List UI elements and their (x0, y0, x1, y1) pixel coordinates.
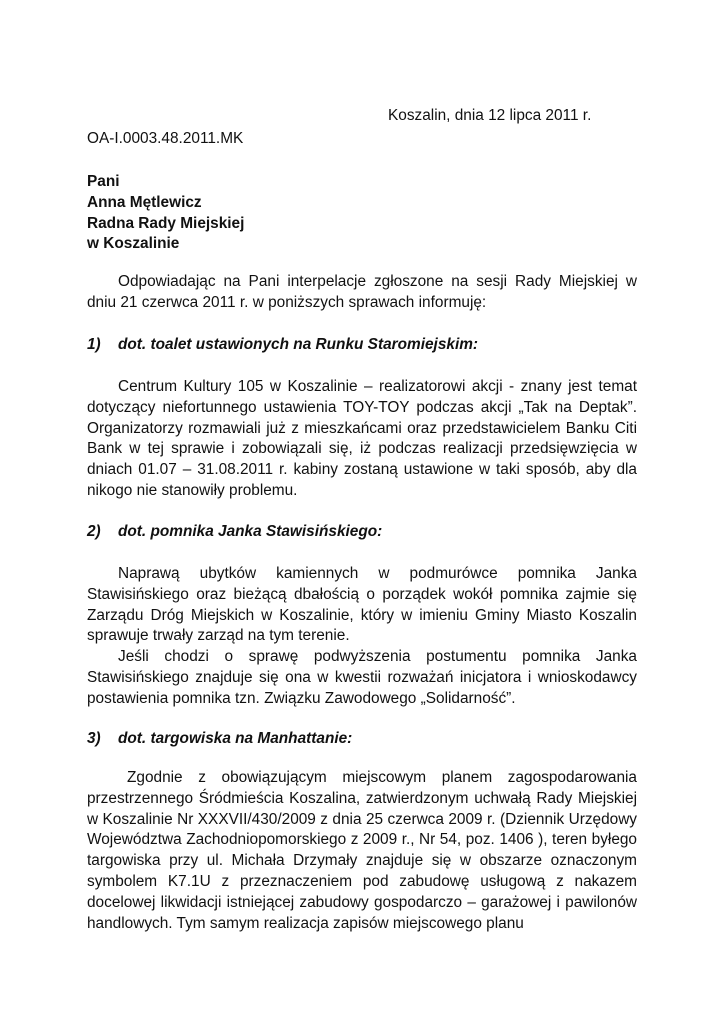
addressee-role: Radna Rady Miejskiej (87, 214, 245, 232)
intro-paragraph (87, 272, 637, 314)
section-3-title: dot. targowiska na Manhattanie: (118, 730, 353, 747)
section-1-paragraph-1: Centrum Kultury 105 w Koszalinie – realizatorowi akcji - znany jest temat dotyczący niefortunnego ustawienia TOY-TOY podczas akcji „Tak na Deptak”. Organizatorzy rozmawiali już z mieszkańcami oraz przedstawicielem Banku Citi Bank w tej sprawie i zobowiązali się, iż podczas realizacji przedsięwzięcia w dniach 01.07 – 31.08.2011 r. kabiny zostaną ustawione w taki sposób, aby dla nikogo nie stanowiły problemu. (87, 378, 637, 499)
section-1-heading (87, 336, 478, 354)
addressee-block (87, 172, 244, 255)
section-2-title: dot. pomnika Janka Stawisińskiego: (118, 523, 383, 540)
section-3-body (87, 768, 637, 934)
addressee-salutation: Pani (87, 173, 120, 190)
intro-text: Odpowiadając na Pani interpelacje zgłoszone na sesji Rady Miejskiej w dniu 21 czerwca 2011 r. w poniższych sprawach informuję: (87, 273, 637, 311)
date-line: Koszalin, dnia 12 lipca 2011 r. (388, 107, 592, 124)
addressee-place: w Koszalinie (87, 235, 180, 253)
addressee-name: Anna Mętlewicz (87, 193, 202, 211)
section-1-title: dot. toalet ustawionych na Runku Staromiejskim: (118, 336, 479, 353)
section-1-body (87, 377, 637, 502)
section-2-heading (87, 523, 382, 541)
section-1-number: 1) (87, 336, 101, 353)
section-2-paragraph-1: Naprawą ubytków kamiennych w podmurówce pomnika Janka Stawisińskiego oraz bieżącą dbałością o porządek wokół pomnika zajmie się Zarządu Dróg Miejskich w Koszalinie, który w imieniu Gminy Miasto Koszalin sprawuje trwały zarząd na tym terenie. (87, 565, 637, 645)
section-3-number: 3) (87, 730, 101, 747)
section-2-number: 2) (87, 523, 101, 540)
section-3-paragraph-1: Zgodnie z obowiązującym miejscowym planem zagospodarowania przestrzennego Śródmieścia Koszalina, zatwierdzonym uchwałą Rady Miejskiej w Koszalinie Nr XXXVII/430/2009 z dnia 25 czerwca 2009 r. (Dziennik Urzędowy Województwa Zachodniopomorskiego z 2009 r., Nr 54, poz. 1406 ), teren byłego targowiska przy ul. Michała Drzymały znajduje się w obszarze oznaczonym symbolem K7.1U z przeznaczeniem pod zabudowę usługową z nakazem docelowej likwidacji istniejącej zabudowy gospodarczo – garażowej i pawilonów handlowych. Tym samym realizacja zapisów miejscowego planu (87, 769, 637, 932)
section-2-paragraph-2: Jeśli chodzi o sprawę podwyższenia postumentu pomnika Janka Stawisińskiego znajduje się ona w kwestii rozważań inicjatora i wnioskodawcy postawienia pomnika tzn. Związku Zawodowego „Solidarność”. (87, 648, 637, 707)
section-2-body (87, 564, 637, 710)
reference-number: OA-I.0003.48.2011.MK (87, 130, 244, 147)
section-3-heading (87, 730, 352, 748)
